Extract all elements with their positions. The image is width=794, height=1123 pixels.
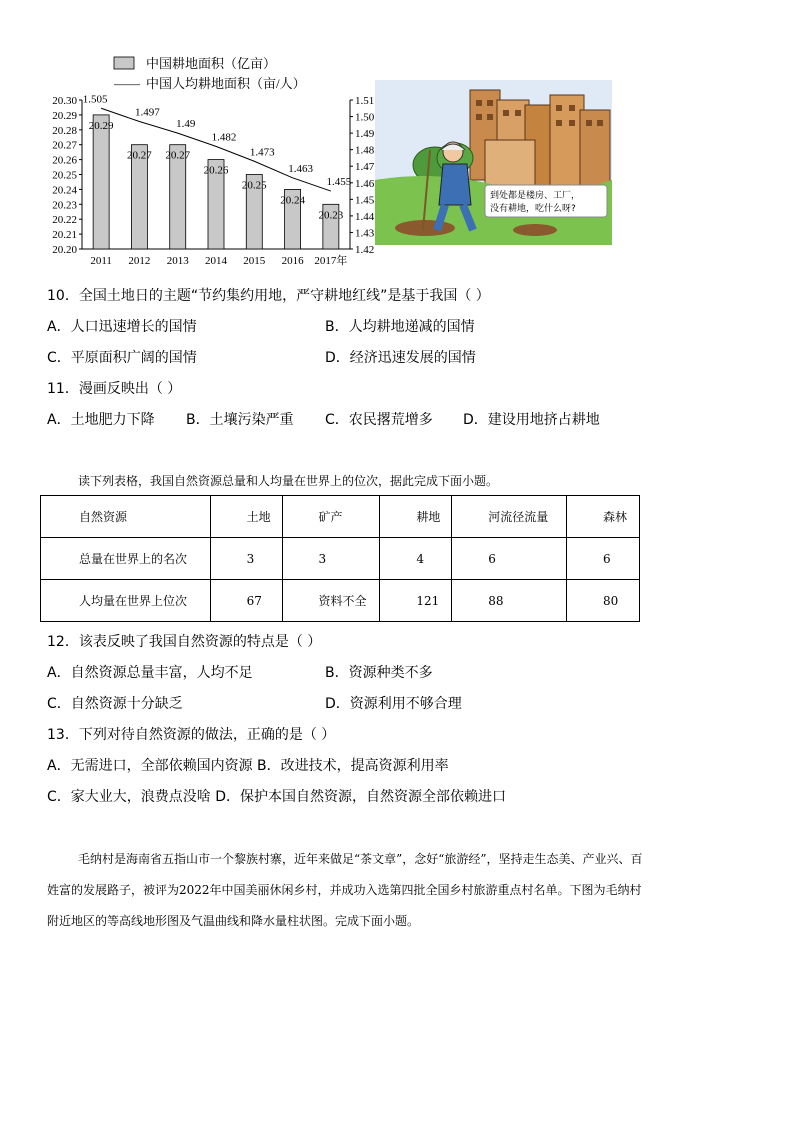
intro2-line-3: 附近地区的等高线地形图及气温曲线和降水量柱状图。完成下面小题。 — [47, 914, 420, 928]
y-tick-label-left: 20.24 — [52, 184, 77, 197]
bar-data-label: 20.25 — [241, 179, 267, 192]
table-header: 森林 — [567, 496, 640, 538]
table-cell: 67 — [210, 580, 282, 622]
intro2-line-1: 毛纳村是海南省五指山市一个黎族村寨，近年来做足“茶文章”，念好“旅游经”，坚持走生态美、产业兴、百 — [78, 852, 643, 866]
x-tick-label: 2014 — [205, 255, 227, 267]
q13-options-cd[interactable]: C．家大业大，浪费点没啥 D．保护本国自然资源，自然资源全部依赖进口 — [47, 789, 507, 805]
y-tick-label-right: 1.49 — [355, 128, 375, 141]
y-tick-label-right: 1.47 — [355, 161, 375, 174]
cartoon-illustration — [375, 80, 612, 245]
x-tick-label: 2016 — [281, 255, 304, 267]
table-header: 矿产 — [282, 496, 380, 538]
table-header: 耕地 — [380, 496, 452, 538]
bar-data-label: 20.23 — [318, 209, 344, 222]
y-tick-label-left: 20.27 — [52, 139, 77, 152]
resource-table — [40, 495, 640, 622]
legend-bar-label: 中国耕地面积（亿亩） — [146, 56, 277, 71]
q10-option-a[interactable]: A．人口迅速增长的国情 — [47, 319, 197, 335]
table-cell: 总量在世界上的名次 — [41, 538, 211, 580]
q12-option-b[interactable]: B．资源种类不多 — [325, 665, 433, 681]
line-data-label: 1.455 — [326, 176, 352, 189]
q12-option-d[interactable]: D．资源利用不够合理 — [325, 696, 462, 712]
y-tick-label-right: 1.45 — [355, 194, 375, 207]
table-header-row — [41, 496, 640, 538]
line-data-label: 1.505 — [82, 93, 108, 106]
table-row — [41, 538, 640, 580]
line-data-label: 1.482 — [211, 131, 237, 144]
q10-option-d[interactable]: D．经济迅速发展的国情 — [325, 350, 476, 366]
y-tick-label-left: 20.22 — [52, 214, 77, 227]
q10-option-c[interactable]: C．平原面积广阔的国情 — [47, 350, 197, 366]
bar-data-label: 20.29 — [88, 119, 114, 132]
line-data-label: 1.473 — [249, 146, 275, 159]
table-header: 自然资源 — [41, 496, 211, 538]
x-tick-label: 2015 — [243, 255, 266, 267]
y-tick-label-left: 20.20 — [52, 244, 77, 256]
table-cell: 88 — [452, 580, 567, 622]
q12-stem: 12．该表反映了我国自然资源的特点是（ ） — [47, 634, 322, 650]
y-tick-label-right: 1.46 — [355, 177, 375, 190]
q10-option-b[interactable]: B．人均耕地递减的国情 — [325, 319, 475, 335]
line-data-label: 1.49 — [176, 118, 196, 131]
q11-option-c[interactable]: C．农民撂荒增多 — [325, 412, 433, 428]
q13-stem: 13．下列对待自然资源的做法，正确的是（ ） — [47, 727, 336, 743]
bar — [93, 115, 109, 249]
q11-option-a[interactable]: A．土地肥力下降 — [47, 412, 155, 428]
y-tick-label-right: 1.50 — [355, 111, 375, 124]
y-tick-label-left: 20.21 — [52, 229, 77, 242]
table-cell: 6 — [452, 538, 567, 580]
q11-stem: 11．漫画反映出（ ） — [47, 381, 182, 397]
table-header: 河流径流量 — [452, 496, 567, 538]
legend-bar-swatch — [114, 57, 134, 69]
table-header: 土地 — [210, 496, 282, 538]
table-cell: 3 — [210, 538, 282, 580]
x-tick-label: 2013 — [166, 255, 189, 267]
y-tick-label-right: 1.44 — [355, 210, 375, 223]
bar-data-label: 20.24 — [280, 194, 305, 207]
y-tick-label-left: 20.30 — [52, 95, 77, 107]
y-tick-label-right: 1.51 — [355, 95, 375, 107]
q13-options-ab[interactable]: A．无需进口，全部依赖国内资源 B．改进技术，提高资源利用率 — [47, 758, 449, 774]
y-tick-label-left: 20.29 — [52, 109, 77, 122]
speech-line-1: 到处都是楼房、工厂， — [490, 191, 581, 201]
bar-data-label: 20.27 — [165, 149, 191, 162]
y-tick-label-right: 1.43 — [355, 227, 375, 240]
line-data-label: 1.497 — [135, 106, 160, 119]
q10-stem: 10．全国土地日的主题“节约集约用地，严守耕地红线”是基于我国（ ） — [47, 288, 490, 304]
y-tick-label-left: 20.23 — [52, 199, 77, 212]
y-tick-label-left: 20.26 — [52, 154, 77, 167]
q11-option-d[interactable]: D．建设用地挤占耕地 — [463, 412, 600, 428]
table-cell: 人均量在世界上位次 — [41, 580, 211, 622]
speech-line-2: 没有耕地，吃什么呀? — [490, 204, 576, 214]
q12-option-a[interactable]: A．自然资源总量丰富，人均不足 — [47, 665, 253, 681]
table-intro: 读下列表格，我国自然资源总量和人均量在世界上的位次，据此完成下面小题。 — [78, 474, 499, 488]
y-tick-label-right: 1.42 — [355, 244, 375, 256]
table-cell: 80 — [567, 580, 640, 622]
y-tick-label-left: 20.28 — [52, 124, 77, 137]
x-tick-label: 2011 — [90, 255, 112, 267]
line-data-label: 1.463 — [288, 162, 313, 175]
bar-data-label: 20.26 — [203, 164, 229, 177]
x-tick-label: 2017年 — [314, 255, 348, 267]
legend-line-label: 中国人均耕地面积（亩/人） — [146, 76, 306, 91]
x-tick-label: 2012 — [128, 255, 151, 267]
legend-line-symbol: —— — [114, 76, 140, 91]
table-row — [41, 580, 640, 622]
intro2-line-2: 姓富的发展路子，被评为2022年中国美丽休闲乡村，并成功入选第四批全国乡村旅游重点村名单。下图为毛纳村 — [47, 883, 642, 897]
table-cell: 资料不全 — [282, 580, 380, 622]
farmland-chart — [40, 50, 380, 275]
y-tick-label-left: 20.25 — [52, 169, 77, 182]
table-cell: 4 — [380, 538, 452, 580]
table-cell: 3 — [282, 538, 380, 580]
table-cell: 6 — [567, 538, 640, 580]
table-cell: 121 — [380, 580, 452, 622]
q11-option-b[interactable]: B．土壤污染严重 — [186, 412, 294, 428]
bar-data-label: 20.27 — [127, 149, 152, 162]
q12-option-c[interactable]: C．自然资源十分缺乏 — [47, 696, 183, 712]
y-tick-label-right: 1.48 — [355, 144, 375, 157]
